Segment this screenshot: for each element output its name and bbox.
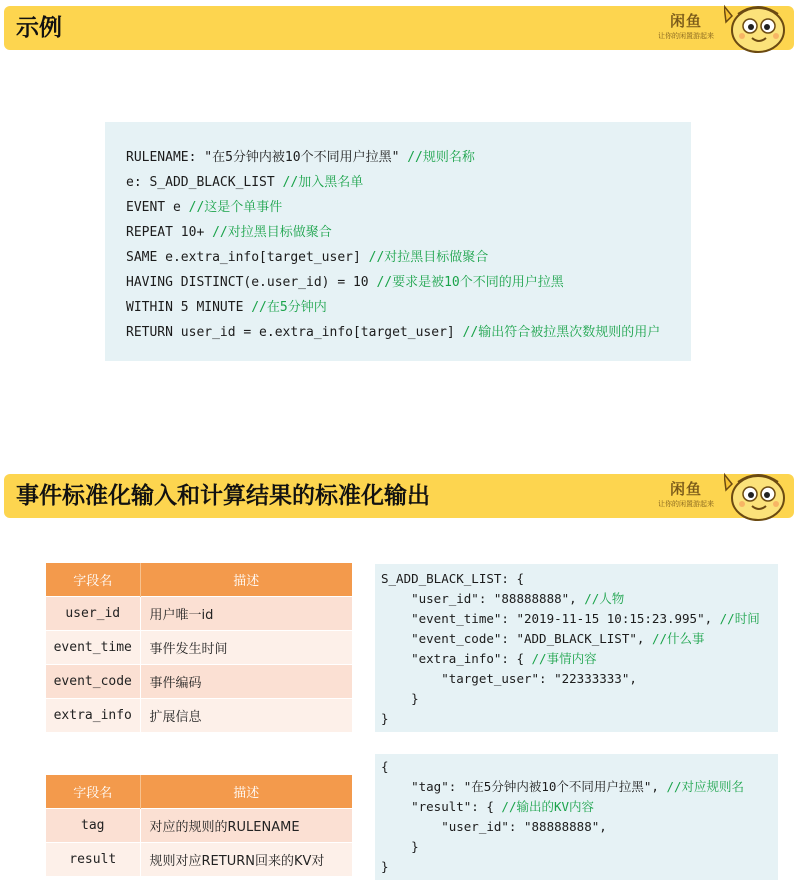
code-line: } [381, 691, 419, 706]
table-row [46, 808, 352, 842]
field-key: result [46, 842, 140, 876]
field-key: event_time [46, 630, 140, 664]
code-line: "result": { //输出的KV内容 [381, 799, 595, 814]
table-header-row [46, 775, 352, 808]
code-line: } [381, 839, 419, 854]
field-desc: 扩展信息 [140, 698, 352, 732]
code-line: "event_time": "2019-11-15 10:15:23.995", //时间 [381, 611, 760, 626]
output-result-code [375, 754, 778, 880]
code-line: "user_id": "88888888", //人物 [381, 591, 625, 606]
input-event-code [375, 564, 778, 732]
input-fields-table [46, 563, 353, 732]
fish-mascot-icon [724, 2, 788, 54]
code-line: SAME e.extra_info[target_user] //对拉黑目标做聚合 [126, 250, 489, 265]
code-line: } [381, 859, 389, 874]
table-header-row [46, 563, 352, 596]
table-row [46, 842, 352, 876]
field-desc: 事件编码 [140, 664, 352, 698]
column-header: 描述 [140, 563, 352, 596]
rule-example-code [105, 122, 691, 361]
output-fields-table [46, 775, 353, 876]
code-line: } [381, 711, 389, 726]
fish-mascot-icon [724, 470, 788, 522]
table-row [46, 698, 352, 732]
section-banner-io [4, 474, 794, 518]
field-desc: 事件发生时间 [140, 630, 352, 664]
code-line: "user_id": "88888888", [381, 819, 607, 834]
section-title: 示例 [16, 15, 62, 41]
table-row [46, 664, 352, 698]
brand-slogan: 让你的闲置游起来 [658, 500, 714, 508]
code-line: RETURN user_id = e.extra_info[target_user] //输出符合被拉黑次数规则的用户 [126, 325, 661, 340]
code-line: HAVING DISTINCT(e.user_id) = 10 //要求是被10个不同的用户拉黑 [126, 275, 564, 290]
column-header: 字段名 [46, 563, 140, 596]
brand-logo [656, 479, 716, 509]
field-key: user_id [46, 596, 140, 630]
code-line: e: S_ADD_BLACK_LIST //加入黑名单 [126, 175, 364, 190]
code-line: "target_user": "22333333", [381, 671, 637, 686]
column-header: 字段名 [46, 775, 140, 808]
brand-slogan: 让你的闲置游起来 [658, 32, 714, 40]
column-header: 描述 [140, 775, 352, 808]
brand-name: 闲鱼 [669, 480, 702, 498]
code-line: "tag": "在5分钟内被10个不同用户拉黑", //对应规则名 [381, 779, 745, 794]
code-line: { [381, 759, 389, 774]
brand-name: 闲鱼 [669, 12, 702, 30]
field-desc: 对应的规则的RULENAME [140, 808, 352, 842]
brand-logo [656, 11, 716, 41]
section-title: 事件标准化输入和计算结果的标准化输出 [16, 483, 430, 509]
table-row [46, 596, 352, 630]
code-line: EVENT e //这是个单事件 [126, 200, 283, 215]
field-key: event_code [46, 664, 140, 698]
code-line: "extra_info": { //事情内容 [381, 651, 597, 666]
field-key: tag [46, 808, 140, 842]
code-line: REPEAT 10+ //对拉黑目标做聚合 [126, 225, 332, 240]
field-desc: 用户唯一id [140, 596, 352, 630]
code-line: RULENAME: "在5分钟内被10个不同用户拉黑" //规则名称 [126, 150, 475, 165]
code-line: WITHIN 5 MINUTE //在5分钟内 [126, 300, 327, 315]
code-line: S_ADD_BLACK_LIST: { [381, 571, 524, 586]
table-row [46, 630, 352, 664]
code-line: "event_code": "ADD_BLACK_LIST", //什么事 [381, 631, 705, 646]
field-desc: 规则对应RETURN回来的KV对 [140, 842, 352, 876]
field-key: extra_info [46, 698, 140, 732]
section-banner-example [4, 6, 794, 50]
